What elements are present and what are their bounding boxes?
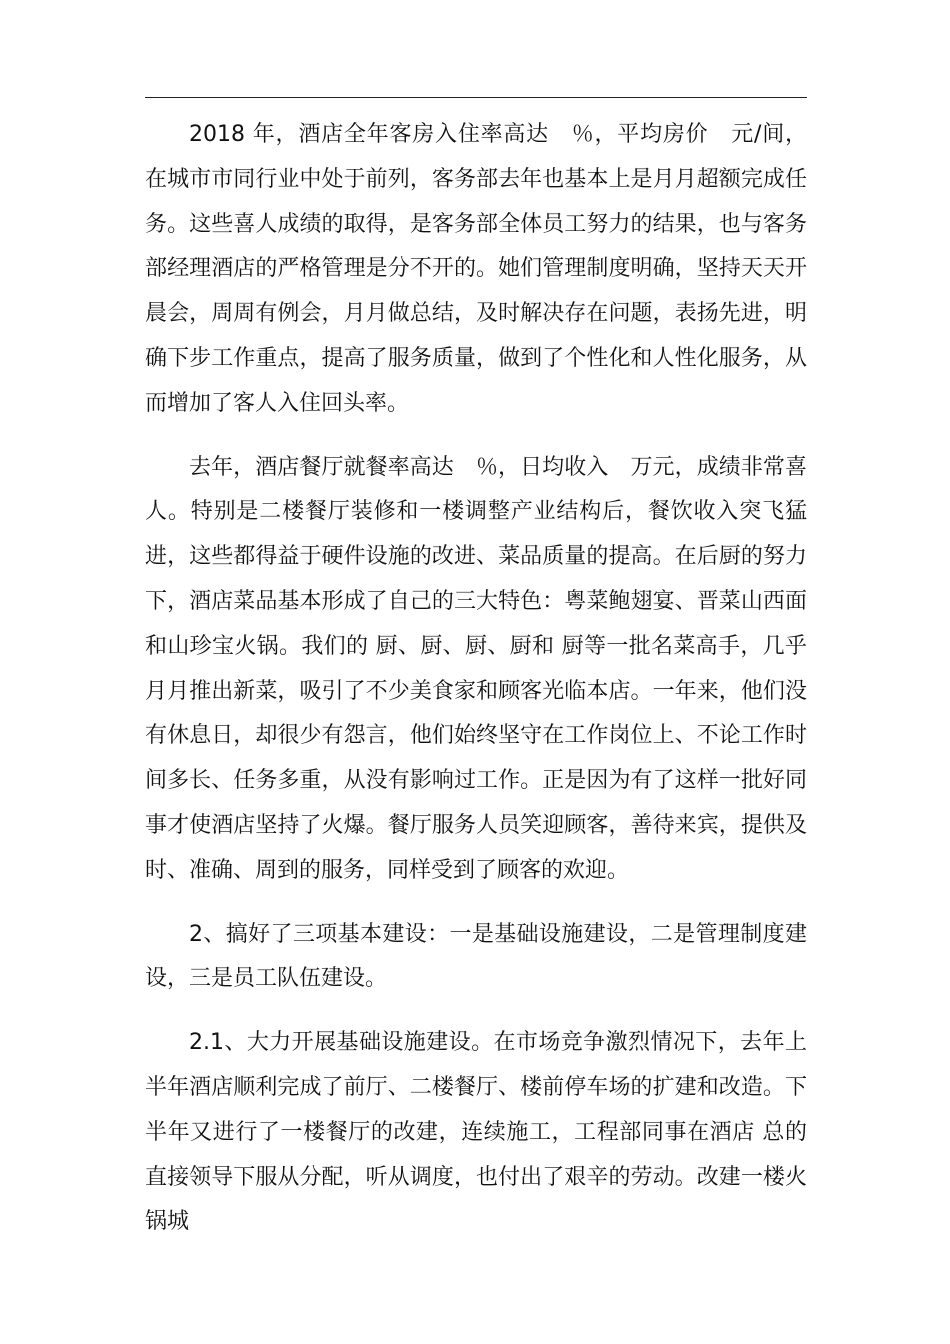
- paragraph-infrastructure: 2.1、大力开展基础设施建设。在市场竞争激烈情况下，去年上半年酒店顺利完成了前厅、二楼餐厅、楼前停车场的扩建和改造。下半年又进行了一楼餐厅的改建，连续施工，工程部同事在酒店 总的直接领导下服从分配，听从调度，也付出了艰辛的劳动。改建一楼火锅城: [145, 1030, 807, 1235]
- paragraph-three-constructions: 2、搞好了三项基本建设：一是基础设施建设，二是管理制度建设，三是员工队伍建设。: [145, 921, 807, 992]
- header-rule: [145, 97, 807, 98]
- paragraph-room-occupancy: 2018 年，酒店全年客房入住率高达 ％，平均房价 元/间，在城市市同行业中处于前列，客务部去年也基本上是月月超额完成任务。这些喜人成绩的取得，是客务部全体员工努力的结果，也与客务部经理酒店的严格管理是分不开的。她们管理制度明确，坚持天天开晨会，周周有例会，月月做总结，及时解决存在问题，表扬先进，明确下步工作重点，提高了服务质量，做到了个性化和人性化服务，从而增加了客人入住回头率。: [145, 122, 807, 416]
- document-body: [145, 113, 807, 1245]
- paragraph-restaurant-performance: 去年，酒店餐厅就餐率高达 ％，日均收入 万元，成绩非常喜人。特别是二楼餐厅装修和一楼调整产业结构后，餐饮收入突飞猛进，这些都得益于硬件设施的改进、菜品质量的提高。在后厨的努力下，酒店菜品基本形成了自己的三大特色：粤菜鲍翅宴、晋菜山西面和山珍宝火锅。我们的 厨、厨、厨、厨和 厨等一批名菜高手，几乎月月推出新菜，吸引了不少美食家和顾客光临本店。一年来，他们没有休息日，却很少有怨言，他们始终坚守在工作岗位上、不论工作时间多长、任务多重，从没有影响过工作。正是因为有了这样一批好同事才使酒店坚持了火爆。餐厅服务人员笑迎顾客，善待来宾，提供及时、准确、周到的服务，同样受到了顾客的欢迎。: [145, 454, 807, 883]
